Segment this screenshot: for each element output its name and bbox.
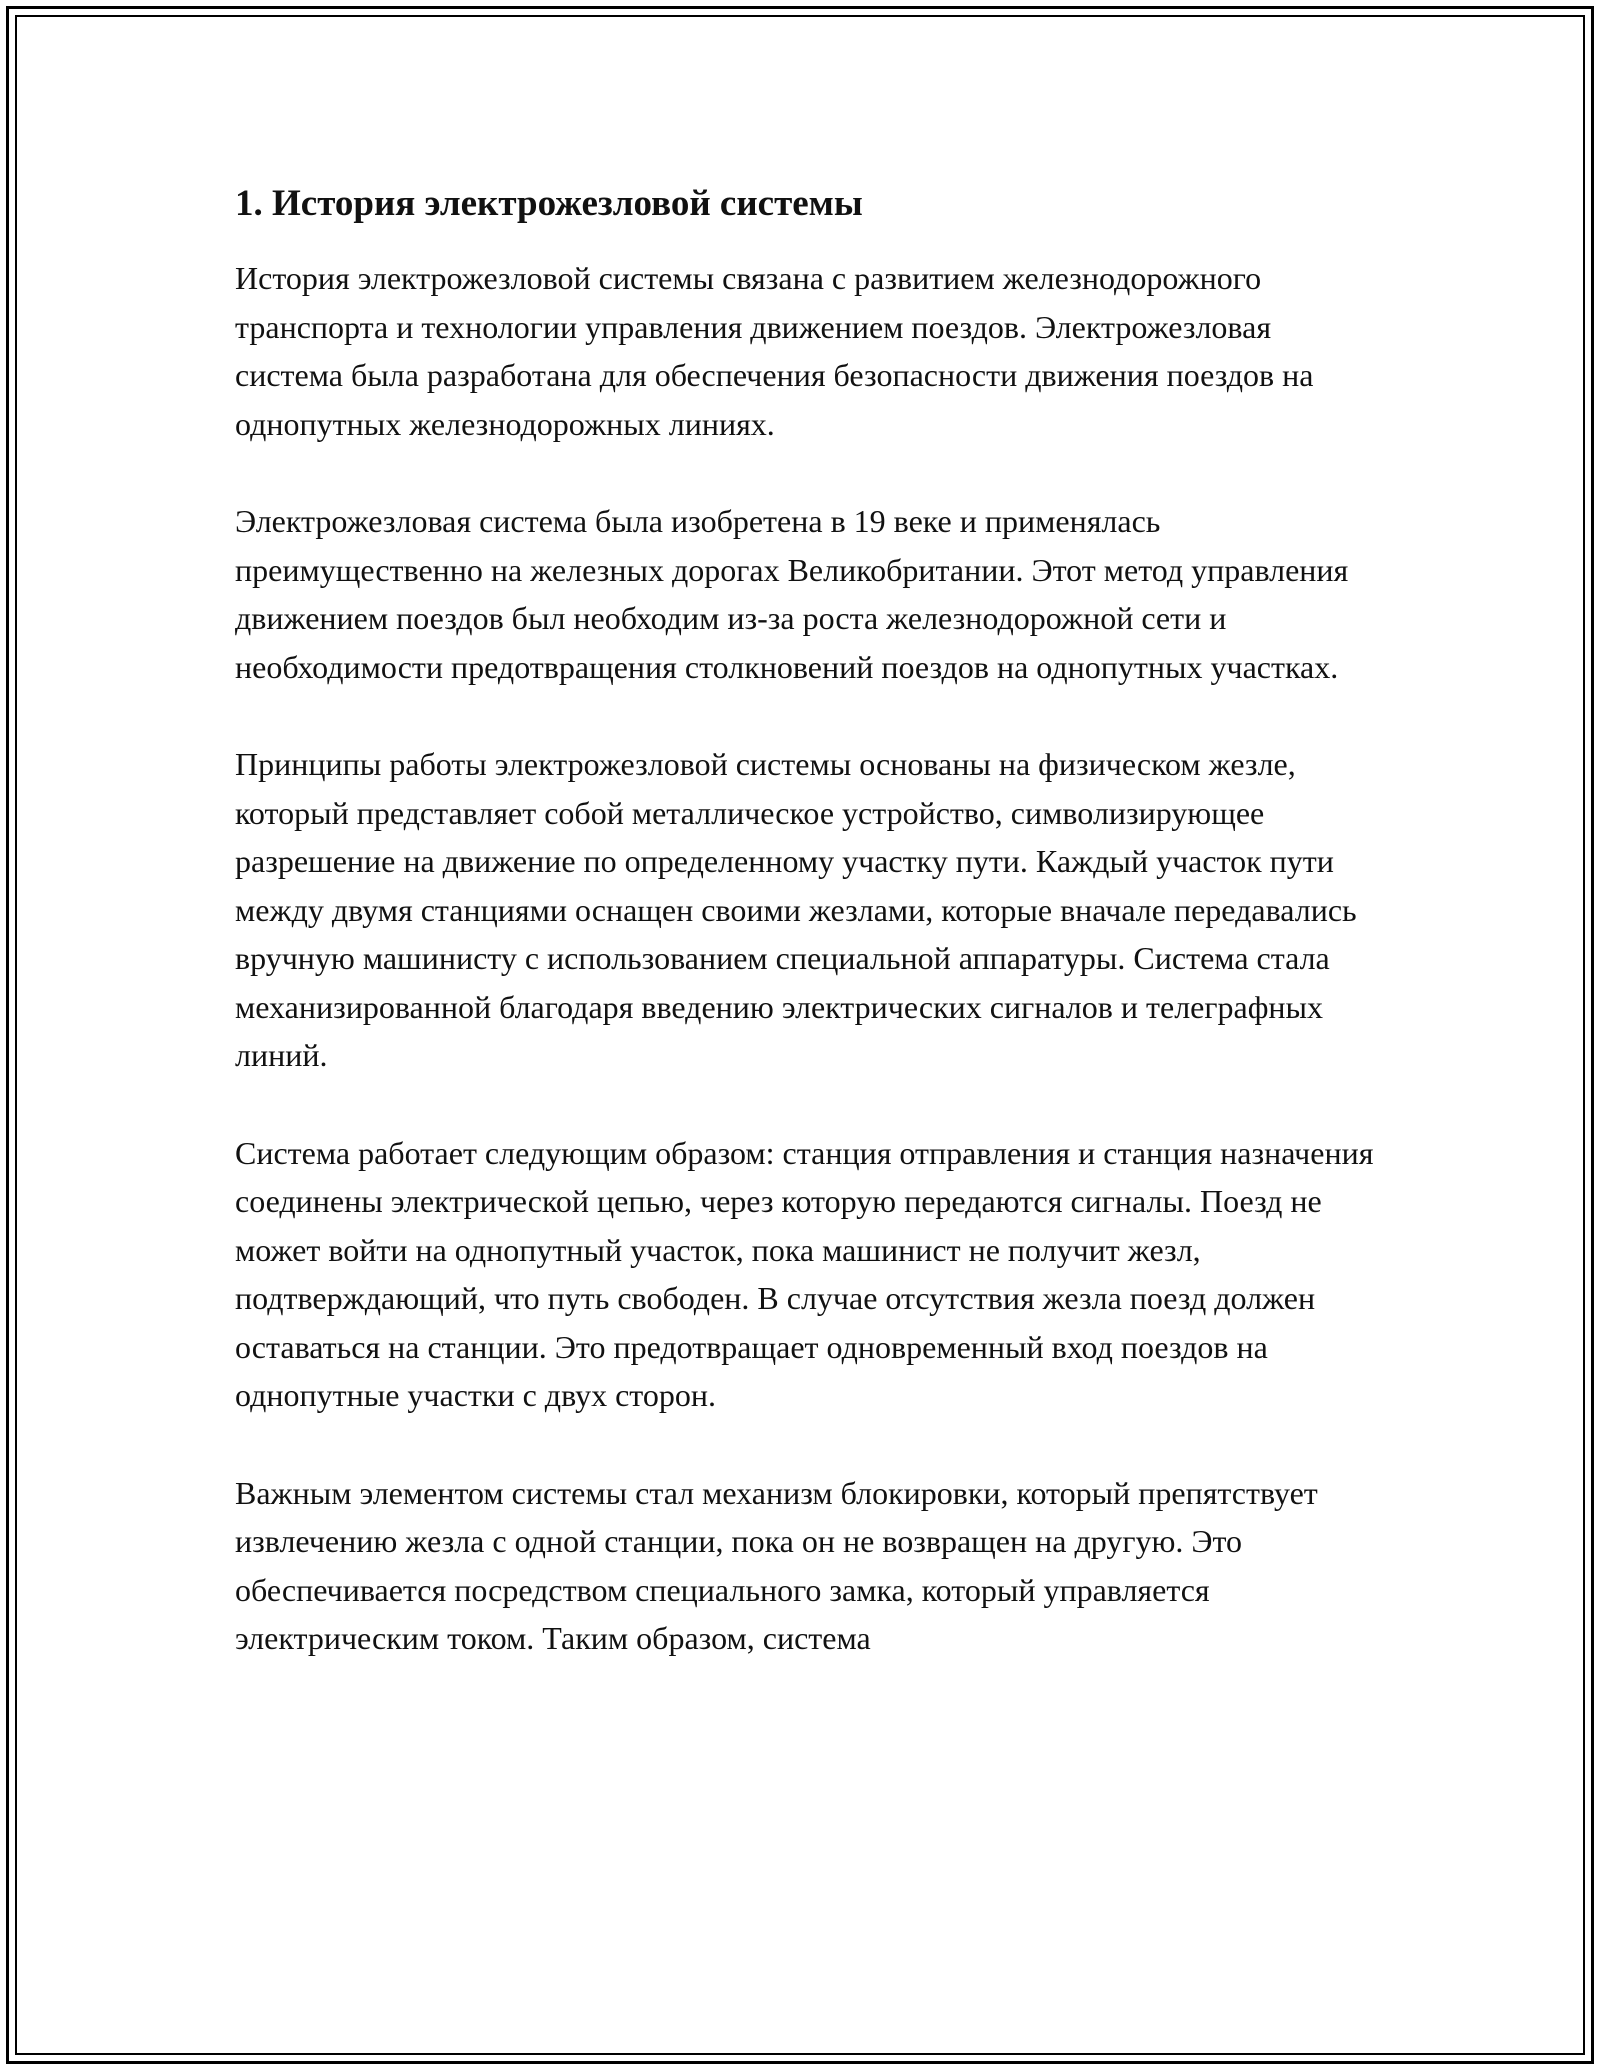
paragraph-5: Важным элементом системы стал механизм блокировки, который препятствует извлечению жезла с одной станции, пока он не возвращен на другую. Это обеспечивается посредством специального замка, который управляется электрическим током. Таким образом, система bbox=[235, 1474, 1318, 1657]
section-heading: 1. История электрожезловой системы bbox=[235, 183, 863, 224]
paragraph-4: Система работает следующим образом: станция отправления и станция назначения соединены электрической цепью, через которую передаются сигналы. Поезд не может войти на однопутный участок, пока машинист не получит жезл, подтверждающий, что путь свободен. В случае отсутствия жезла поезд должен оставаться на станции. Это предотвращает одновременный вход поездов на однопутные участки с двух сторон. bbox=[235, 1134, 1374, 1414]
paragraph-2: Электрожезловая система была изобретена в 19 веке и применялась преимущественно на железных дорогах Великобритании. Этот метод управления движением поездов был необходим из-за роста железнодорожной сети и необходимости предотвращения столкновений поездов на однопутных участках. bbox=[235, 503, 1349, 685]
paragraph-1: История электрожезловой системы связана с развитием железнодорожного транспорта и технологии управления движением поездов. Электрожезловая система была разработана для обеспечения безопасности движения поездов на однопутных железнодорожных линиях. bbox=[235, 260, 1314, 442]
paragraph-3: Принципы работы электрожезловой системы основаны на физическом жезле, который представляет собой металлическое устройство, символизирующее разрешение на движение по определенному участку пути. Каждый участок пути между двумя станциями оснащен своими жезлами, которые вначале передавались вручную машинисту с использованием специальной аппаратуры. Система стала механизированной благодаря введению электрических сигналов и телеграфных линий. bbox=[235, 746, 1357, 1074]
document-body bbox=[235, 180, 1375, 1712]
